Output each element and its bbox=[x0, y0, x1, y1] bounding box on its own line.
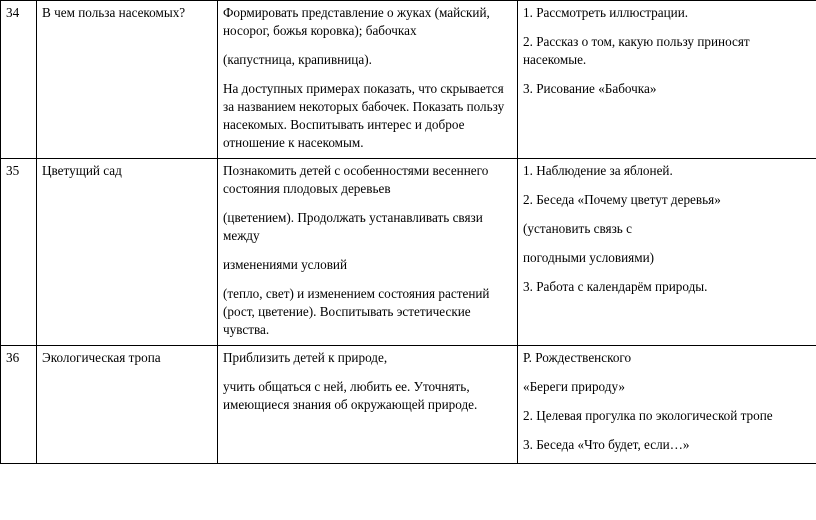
goal-paragraph: изменениями условий bbox=[223, 257, 348, 272]
activity-paragraph: 1. Наблюдение за яблоней. bbox=[523, 163, 673, 178]
activity-paragraph: (установить связь с bbox=[523, 221, 632, 236]
activity-paragraph: погодными условиями) bbox=[523, 250, 655, 265]
goal-paragraph: На доступных примерах показать, что скрывается за названием некоторых бабочек. Показать пользу насекомых. Воспитывать интерес и доброе отношение к насекомым. bbox=[223, 81, 505, 150]
row-number-cell: 34 bbox=[1, 1, 37, 159]
row-number-cell: 35 bbox=[1, 159, 37, 346]
goal-paragraph: (капустница, крапивница). bbox=[223, 52, 372, 67]
goal-paragraph: Формировать представление о жуках (майский, носорог, божья коровка); бабочках bbox=[223, 5, 490, 38]
table-row bbox=[1, 346, 816, 464]
activity-paragraph: 3. Работа с календарём природы. bbox=[523, 279, 708, 294]
activity-paragraph: 1. Рассмотреть иллюстрации. bbox=[523, 5, 689, 20]
activity-paragraph: 2. Беседа «Почему цветут деревья» bbox=[523, 192, 721, 207]
goals-cell bbox=[218, 1, 518, 159]
goal-paragraph: учить общаться с ней, любить ее. Уточнять, имеющиеся знания об окружающей природе. bbox=[223, 379, 478, 412]
activity-paragraph: 2. Целевая прогулка по экологической тропе bbox=[523, 408, 773, 423]
table-row bbox=[1, 159, 816, 346]
activity-paragraph: «Береги природу» bbox=[523, 379, 625, 394]
activity-paragraph: 3. Рисование «Бабочка» bbox=[523, 81, 657, 96]
table-row bbox=[1, 1, 816, 159]
activities-cell bbox=[518, 159, 816, 346]
theme-cell: В чем польза насекомых? bbox=[37, 1, 218, 159]
activities-cell bbox=[518, 346, 816, 464]
goal-paragraph: Познакомить детей с особенностями весеннего состояния плодовых деревьев bbox=[223, 163, 489, 196]
goal-paragraph: (тепло, свет) и изменением состояния растений (рост, цветение). Воспитывать эстетические чувства. bbox=[223, 286, 490, 337]
row-number-cell: 36 bbox=[1, 346, 37, 464]
activity-paragraph: 2. Рассказ о том, какую пользу приносят насекомые. bbox=[523, 34, 750, 67]
goals-cell bbox=[218, 159, 518, 346]
goal-paragraph: (цветением). Продолжать устанавливать связи между bbox=[223, 210, 483, 243]
theme-cell: Цветущий сад bbox=[37, 159, 218, 346]
activity-paragraph: Р. Рождественского bbox=[523, 350, 632, 365]
goals-cell bbox=[218, 346, 518, 464]
activities-cell bbox=[518, 1, 816, 159]
goal-paragraph: Приблизить детей к природе, bbox=[223, 350, 388, 365]
theme-cell: Экологическая тропа bbox=[37, 346, 218, 464]
activity-paragraph: 3. Беседа «Что будет, если…» bbox=[523, 437, 690, 452]
